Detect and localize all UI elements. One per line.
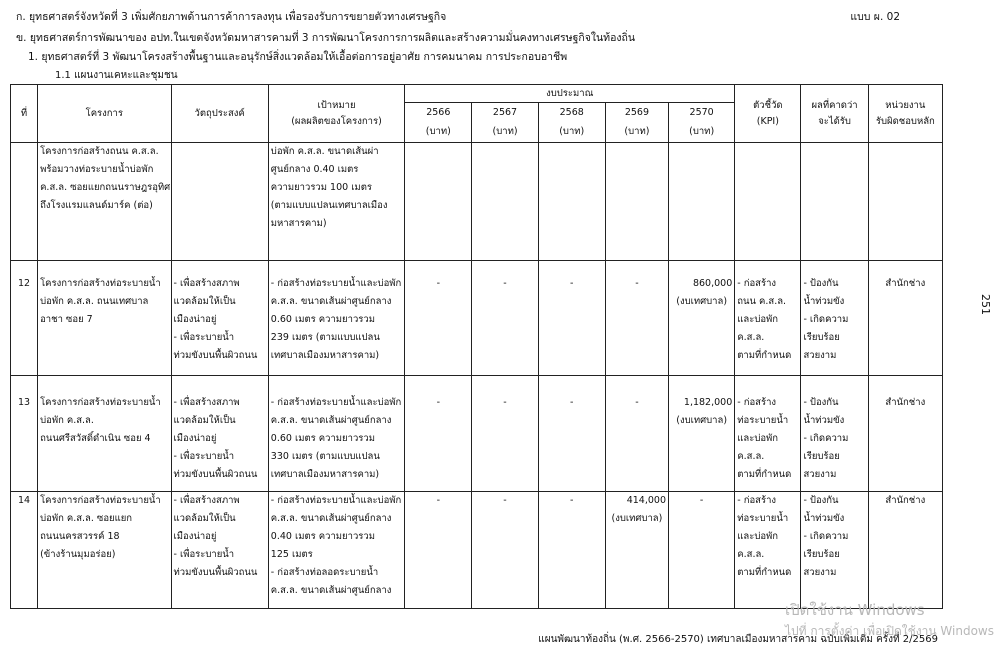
row-number: 14 bbox=[17, 495, 31, 506]
result-line: เรียบร้อย bbox=[803, 549, 840, 560]
budget-amount: 1,182,000 bbox=[683, 397, 733, 408]
project-line: โครงการก่อสร้างท่อระบายน้ำ bbox=[40, 278, 161, 289]
result-line: เรียบร้อย bbox=[803, 332, 840, 343]
target-line: - ก่อสร้างท่อระบายน้ำและบ่อพัก bbox=[270, 397, 402, 408]
target-line: 0.40 เมตร ความยาวรวม bbox=[270, 531, 375, 542]
col-header-budget: งบประมาณ bbox=[405, 85, 735, 103]
objective-line: - เพื่อระบายน้ำ bbox=[173, 332, 235, 343]
kpi-cell bbox=[735, 143, 801, 261]
target-cell bbox=[268, 261, 404, 376]
strategy-line-1: 1. ยุทธศาสตร์ที่ 3 พัฒนาโครงสร้างพื้นฐานและอนุรักษ์สิ่งแวดล้อมให้เอื้อต่อการอยู่อาศัย การคมนาคม การประกอบอาชีพ bbox=[28, 51, 568, 63]
budget-source: (งบเทศบาล) bbox=[676, 296, 728, 307]
target-cell bbox=[268, 143, 404, 261]
target-line: 239 เมตร (ตามแบบแปลน bbox=[270, 332, 380, 343]
row-number: 13 bbox=[17, 397, 31, 408]
target-line: มหาสารคาม) bbox=[270, 218, 327, 229]
budget-amount: 414,000 bbox=[626, 495, 667, 506]
target-line: เทศบาลเมืองมหาสารคาม) bbox=[270, 469, 380, 480]
table-header-row-1 bbox=[11, 85, 943, 103]
project-line: บ่อพัก ค.ส.ล. bbox=[40, 415, 94, 426]
objective-line: แวดล้อมให้เป็น bbox=[173, 513, 236, 524]
unit-baht-2569: (บาท) bbox=[605, 123, 668, 143]
budget-cell-2566 bbox=[405, 261, 472, 376]
kpi-cell bbox=[735, 261, 801, 376]
budget-amount: - bbox=[635, 397, 639, 408]
year-header-2569: 2569 bbox=[605, 103, 668, 123]
budget-amount: 860,000 bbox=[692, 278, 733, 289]
result-line: สวยงาม bbox=[803, 469, 837, 480]
responsible-unit: สำนักช่าง bbox=[885, 278, 926, 289]
objective-line: - เพื่อสร้างสภาพ bbox=[173, 495, 240, 506]
budget-amount: - bbox=[570, 278, 574, 289]
result-line: - เกิดความ bbox=[803, 531, 849, 542]
budget-amount: - bbox=[436, 495, 441, 506]
target-line: เทศบาลเมืองมหาสารคาม) bbox=[270, 350, 380, 361]
strategy-line-b: ข. ยุทธศาสตร์การพัฒนาของ อปท.ในเขตจังหวัดมหาสารคามที่ 3 การพัฒนาโครงการการผลิตและสร้างความมั่นคงทางเศรษฐกิจในท้องถิ่น bbox=[16, 32, 636, 44]
budget-amount: - bbox=[436, 278, 441, 289]
project-line: ถนนนครสวรรค์ 18 bbox=[40, 531, 120, 542]
budget-cell-2569 bbox=[605, 261, 668, 376]
unit-baht-2568: (บาท) bbox=[538, 123, 605, 143]
result-line: - เกิดความ bbox=[803, 433, 849, 444]
kpi-line: ตามที่กำหนด bbox=[737, 469, 792, 480]
activation-watermark-title: เปิดใช้งาน Windows bbox=[785, 601, 925, 619]
unit-baht-2566: (บาท) bbox=[405, 123, 472, 143]
page-number: 251 bbox=[979, 294, 992, 315]
project-line: ถึงโรงแรมแลนด์มาร์ค (ต่อ) bbox=[40, 200, 153, 211]
result-line: น้ำท่วมขัง bbox=[803, 513, 845, 524]
kpi-line: และบ่อพัก bbox=[737, 433, 779, 444]
project-cell bbox=[38, 492, 171, 609]
objective-line: เมืองน่าอยู่ bbox=[173, 433, 217, 444]
year-header-2567: 2567 bbox=[472, 103, 538, 123]
result-line: เรียบร้อย bbox=[803, 451, 840, 462]
budget-cell-2568 bbox=[538, 376, 605, 492]
project-line: อาชา ซอย 7 bbox=[40, 314, 93, 325]
project-cell bbox=[38, 376, 171, 492]
target-line: บ่อพัก ค.ส.ล. ขนาดเส้นผ่า bbox=[270, 146, 379, 157]
objective-line: - เพื่อระบายน้ำ bbox=[173, 549, 235, 560]
kpi-line: - ก่อสร้าง bbox=[737, 397, 777, 408]
target-line: ศูนย์กลาง 0.40 เมตร bbox=[270, 164, 359, 175]
footer-note: แผนพัฒนาท้องถิ่น (พ.ศ. 2566-2570) เทศบาลเมืองมหาสารคาม ฉบับเพิ่มเติม ครั้งที่ 2/2569 bbox=[538, 634, 938, 645]
kpi-line: ค.ส.ล. bbox=[737, 332, 765, 343]
responsible-unit: สำนักช่าง bbox=[885, 397, 926, 408]
budget-amount: - bbox=[503, 495, 507, 506]
budget-cell-2570 bbox=[669, 143, 735, 261]
objective-cell bbox=[171, 376, 268, 492]
unit-cell bbox=[868, 492, 942, 609]
target-line: 0.60 เมตร ความยาวรวม bbox=[270, 433, 375, 444]
strategy-line-a: ก. ยุทธศาสตร์จังหวัดที่ 3 เพิ่มศักยภาพด้านการค้าการลงทุน เพื่อรองรับการขยายตัวทางเศรษฐกิจ bbox=[16, 11, 447, 23]
target-line: (ตามแบบแปลนเทศบาลเมือง bbox=[270, 200, 388, 211]
result-header-line-2: จะได้รับ bbox=[818, 115, 851, 127]
objective-line: แวดล้อมให้เป็น bbox=[173, 296, 236, 307]
kpi-line: - ก่อสร้าง bbox=[737, 278, 777, 289]
row-number-cell bbox=[11, 261, 38, 376]
result-cell bbox=[801, 492, 868, 609]
objective-line: แวดล้อมให้เป็น bbox=[173, 415, 236, 426]
target-header-line-2: (ผลผลิตของโครงการ) bbox=[291, 115, 382, 127]
target-line: - ก่อสร้างท่อระบายน้ำและบ่อพัก bbox=[270, 278, 402, 289]
col-header-target bbox=[268, 85, 404, 143]
result-cell bbox=[801, 261, 868, 376]
result-line: สวยงาม bbox=[803, 350, 837, 361]
form-code: แบบ ผ. 02 bbox=[850, 11, 900, 23]
row-number-cell bbox=[11, 143, 38, 261]
budget-amount: - bbox=[503, 278, 507, 289]
budget-cell-2567 bbox=[472, 261, 538, 376]
budget-amount: - bbox=[503, 397, 507, 408]
budget-cell-2570 bbox=[669, 492, 735, 609]
table-row bbox=[11, 143, 943, 261]
budget-cell-2567 bbox=[472, 492, 538, 609]
kpi-line: และบ่อพัก bbox=[737, 314, 779, 325]
result-line: - ป้องกัน bbox=[803, 278, 839, 289]
project-line: โครงการก่อสร้างท่อระบายน้ำ bbox=[40, 397, 161, 408]
year-header-2566: 2566 bbox=[405, 103, 472, 123]
target-line: ค.ส.ล. ขนาดเส้นผ่าศูนย์กลาง bbox=[270, 585, 392, 596]
budget-amount: - bbox=[570, 397, 574, 408]
table-row bbox=[11, 376, 943, 492]
objective-cell bbox=[171, 492, 268, 609]
project-cell bbox=[38, 261, 171, 376]
budget-cell-2568 bbox=[538, 492, 605, 609]
year-header-2568: 2568 bbox=[538, 103, 605, 123]
table-body bbox=[11, 143, 943, 609]
result-line: - ป้องกัน bbox=[803, 397, 839, 408]
kpi-line: ท่อระบายน้ำ bbox=[737, 415, 789, 426]
project-cell bbox=[38, 143, 171, 261]
objective-line: - เพื่อสร้างสภาพ bbox=[173, 278, 240, 289]
objective-cell bbox=[171, 261, 268, 376]
budget-amount: - bbox=[436, 397, 441, 408]
col-header-objective: วัตถุประสงค์ bbox=[171, 85, 268, 143]
unit-cell bbox=[868, 143, 942, 261]
col-header-no: ที่ bbox=[11, 85, 38, 143]
project-line: (ข้างร้านมุมอร่อย) bbox=[40, 549, 116, 560]
objective-line: เมืองน่าอยู่ bbox=[173, 314, 217, 325]
year-header-2570: 2570 bbox=[669, 103, 735, 123]
objective-cell bbox=[171, 143, 268, 261]
project-line: โครงการก่อสร้างถนน ค.ส.ล. bbox=[40, 146, 159, 157]
project-line: โครงการก่อสร้างท่อระบายน้ำ bbox=[40, 495, 161, 506]
budget-cell-2568 bbox=[538, 143, 605, 261]
activation-watermark-hint: ไปที่ การตั้งค่า เพื่อเปิดใช้งาน Windows bbox=[785, 624, 994, 638]
unit-header-line-1: หน่วยงาน bbox=[885, 99, 926, 111]
result-line: สวยงาม bbox=[803, 567, 837, 578]
unit-header-line-2: รับผิดชอบหลัก bbox=[875, 115, 935, 127]
kpi-line: ค.ส.ล. bbox=[737, 549, 765, 560]
kpi-line: ตามที่กำหนด bbox=[737, 567, 792, 578]
budget-cell-2566 bbox=[405, 492, 472, 609]
target-line: 330 เมตร (ตามแบบแปลน bbox=[270, 451, 380, 462]
target-line: - ก่อสร้างท่อลอดระบายน้ำ bbox=[270, 567, 379, 578]
unit-cell bbox=[868, 376, 942, 492]
target-line: ค.ส.ล. ขนาดเส้นผ่าศูนย์กลาง bbox=[270, 296, 392, 307]
col-header-project: โครงการ bbox=[38, 85, 171, 143]
budget-cell-2569 bbox=[605, 376, 668, 492]
result-line: น้ำท่วมขัง bbox=[803, 296, 845, 307]
kpi-line: ถนน ค.ส.ล. bbox=[737, 296, 787, 307]
unit-baht-2567: (บาท) bbox=[472, 123, 538, 143]
budget-cell-2566 bbox=[405, 143, 472, 261]
budget-cell-2566 bbox=[405, 376, 472, 492]
objective-line: ท่วมขังบนพื้นผิวถนน bbox=[173, 350, 258, 361]
result-cell bbox=[801, 376, 868, 492]
kpi-header-line-2: (KPI) bbox=[756, 115, 779, 127]
project-line: ถนนศรีสวัสดิ์ดำเนิน ซอย 4 bbox=[40, 433, 151, 444]
target-line: - ก่อสร้างท่อระบายน้ำและบ่อพัก bbox=[270, 495, 402, 506]
result-line: - เกิดความ bbox=[803, 314, 849, 325]
budget-cell-2570 bbox=[669, 376, 735, 492]
table-row bbox=[11, 492, 943, 609]
kpi-line: ตามที่กำหนด bbox=[737, 350, 792, 361]
kpi-header-line-1: ตัวชี้วัด bbox=[753, 99, 783, 111]
target-line: ค.ส.ล. ขนาดเส้นผ่าศูนย์กลาง bbox=[270, 513, 392, 524]
row-number: 12 bbox=[17, 278, 31, 289]
budget-source: (งบเทศบาล) bbox=[676, 415, 728, 426]
kpi-cell bbox=[735, 376, 801, 492]
target-line: 0.60 เมตร ความยาวรวม bbox=[270, 314, 375, 325]
result-line: น้ำท่วมขัง bbox=[803, 415, 845, 426]
budget-source: (งบเทศบาล) bbox=[611, 513, 663, 524]
target-cell bbox=[268, 376, 404, 492]
kpi-line: - ก่อสร้าง bbox=[737, 495, 777, 506]
project-plan-table bbox=[10, 84, 943, 609]
kpi-line: ท่อระบายน้ำ bbox=[737, 513, 789, 524]
budget-cell-2568 bbox=[538, 261, 605, 376]
budget-cell-2569 bbox=[605, 143, 668, 261]
budget-amount: - bbox=[635, 278, 639, 289]
project-line: พร้อมวางท่อระบายน้ำบ่อพัก bbox=[40, 164, 154, 175]
budget-cell-2569 bbox=[605, 492, 668, 609]
row-number-cell bbox=[11, 376, 38, 492]
plan-line-1-1: 1.1 แผนงานเคหะและชุมชน bbox=[55, 70, 178, 81]
objective-line: - เพื่อระบายน้ำ bbox=[173, 451, 235, 462]
row-number-cell bbox=[11, 492, 38, 609]
col-header-kpi bbox=[735, 85, 801, 143]
kpi-line: ค.ส.ล. bbox=[737, 451, 765, 462]
project-line: ค.ส.ล. ซอยแยกถนนราษฎรอุทิศ bbox=[40, 182, 171, 193]
objective-line: เมืองน่าอยู่ bbox=[173, 531, 217, 542]
result-line: - ป้องกัน bbox=[803, 495, 839, 506]
result-cell bbox=[801, 143, 868, 261]
table-row bbox=[11, 261, 943, 376]
project-line: บ่อพัก ค.ส.ล. ซอยแยก bbox=[40, 513, 133, 524]
target-cell bbox=[268, 492, 404, 609]
target-line: ค.ส.ล. ขนาดเส้นผ่าศูนย์กลาง bbox=[270, 415, 392, 426]
col-header-unit bbox=[868, 85, 942, 143]
budget-cell-2567 bbox=[472, 376, 538, 492]
objective-line: ท่วมขังบนพื้นผิวถนน bbox=[173, 567, 258, 578]
target-line: 125 เมตร bbox=[270, 549, 313, 560]
budget-amount: - bbox=[699, 495, 704, 506]
project-line: บ่อพัก ค.ส.ล. ถนนเทศบาล bbox=[40, 296, 149, 307]
result-header-line-1: ผลที่คาดว่า bbox=[811, 99, 858, 111]
target-line: ความยาวรวม 100 เมตร bbox=[270, 182, 372, 193]
col-header-result bbox=[801, 85, 868, 143]
target-header-line-1: เป้าหมาย bbox=[317, 99, 356, 111]
budget-cell-2567 bbox=[472, 143, 538, 261]
budget-cell-2570 bbox=[669, 261, 735, 376]
budget-amount: - bbox=[570, 495, 574, 506]
objective-line: - เพื่อสร้างสภาพ bbox=[173, 397, 240, 408]
objective-line: ท่วมขังบนพื้นผิวถนน bbox=[173, 469, 258, 480]
unit-cell bbox=[868, 261, 942, 376]
kpi-line: และบ่อพัก bbox=[737, 531, 779, 542]
responsible-unit: สำนักช่าง bbox=[885, 495, 926, 506]
unit-baht-2570: (บาท) bbox=[669, 123, 735, 143]
kpi-cell bbox=[735, 492, 801, 609]
